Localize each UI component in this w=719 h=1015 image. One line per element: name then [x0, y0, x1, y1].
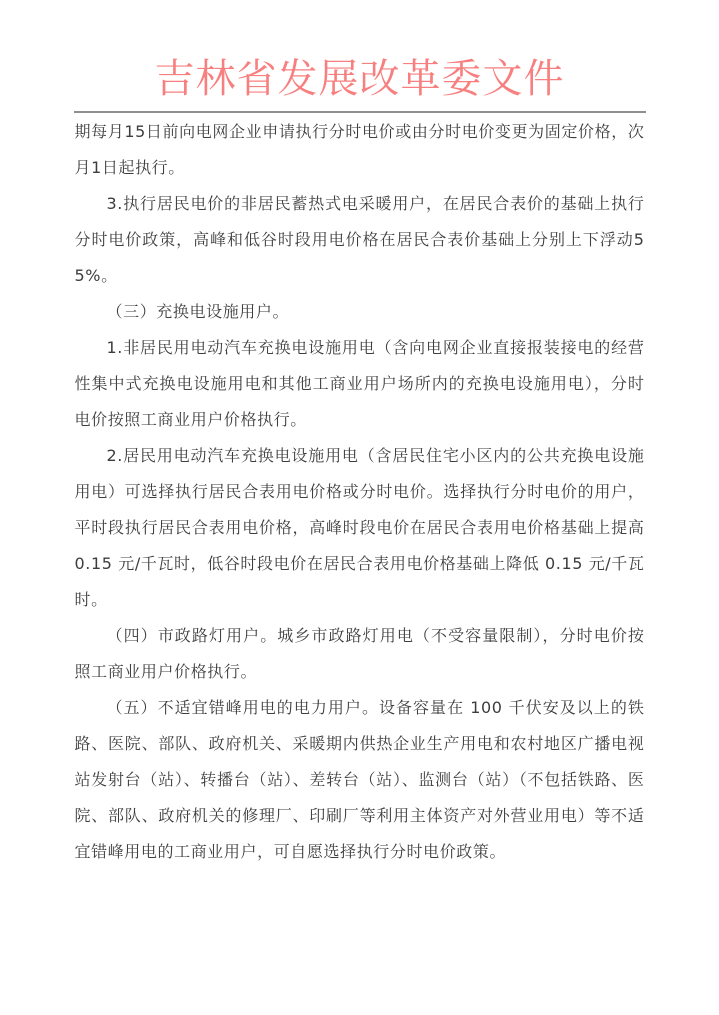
body-paragraph: 3.执行居民电价的非居民蓄热式电采暖用户，在居民合表价的基础上执行分时电价政策，高峰和低谷时段用电价格在居民合表价基础上分别上下浮动55%。	[74, 194, 645, 285]
document-title: 吉林省发展改革委文件	[154, 56, 565, 102]
document-header	[0, 0, 719, 113]
header-divider	[74, 111, 646, 113]
body-paragraph: 1.非居民用电动汽车充换电设施用电（含向电网企业直接报装接电的经营性集中式充换电设施用电和其他工商业用户场所内的充换电设施用电），分时电价按照工商业用户价格执行。	[74, 338, 645, 429]
body-paragraph: （五）不适宜错峰用电的电力用户。设备容量在 100 千伏安及以上的铁路、医院、部队、政府机关、采暖期内供热企业生产用电和农村地区广播电视站发射台（站）、转播台（站）、差转台（站）、监测台（站）（不包括铁路、医院、部队、政府机关的修理厂、印刷厂等利用主体资产对外营业用电）等不适宜错峰用电的工商业用户，可自愿选择执行分时电价政策。	[74, 698, 645, 861]
body-paragraph: （三）充换电设施用户。	[106, 302, 290, 321]
document-body	[75, 114, 645, 870]
body-paragraph: 期每月15日前向电网企业申请执行分时电价或由分时电价变更为固定价格，次月1日起执行。	[74, 122, 645, 177]
body-paragraph: （四）市政路灯用户。城乡市政路灯用电（不受容量限制），分时电价按照工商业用户价格执行。	[74, 626, 645, 681]
body-paragraph: 2.居民用电动汽车充换电设施用电（含居民住宅小区内的公共充换电设施用电）可选择执行居民合表用电价格或分时电价。选择执行分时电价的用户，平时段执行居民合表用电价格，高峰时段电价在居民合表用电价格基础上提高 0.15 元/千瓦时，低谷时段电价在居民合表用电价格基础上降低 0.15 元/千瓦时。	[74, 446, 645, 609]
